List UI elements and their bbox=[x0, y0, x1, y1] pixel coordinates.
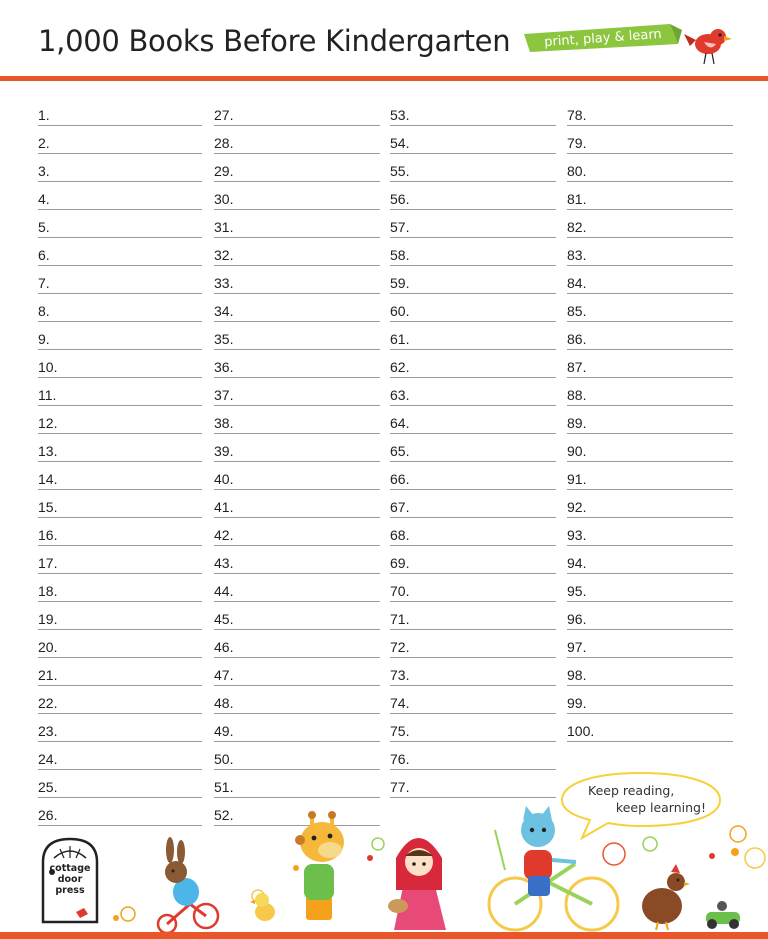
entry-number: 72. bbox=[390, 639, 410, 655]
entry-number: 79. bbox=[567, 135, 587, 151]
entry-number: 73. bbox=[390, 667, 410, 683]
entry-number: 90. bbox=[567, 443, 587, 459]
book-entry-line[interactable] bbox=[567, 546, 733, 574]
book-entry-line[interactable] bbox=[214, 602, 380, 630]
entry-number: 61. bbox=[390, 331, 410, 347]
book-entry-line[interactable] bbox=[38, 182, 202, 210]
book-entry-line[interactable] bbox=[214, 154, 380, 182]
book-entry-line[interactable] bbox=[38, 294, 202, 322]
book-entry-line[interactable] bbox=[214, 574, 380, 602]
entry-number: 70. bbox=[390, 583, 410, 599]
entry-number: 58. bbox=[390, 247, 410, 263]
book-entry-line[interactable] bbox=[38, 518, 202, 546]
entry-number: 76. bbox=[390, 751, 410, 767]
entry-number: 28. bbox=[214, 135, 234, 151]
entry-number: 15. bbox=[38, 499, 58, 515]
book-entry-line[interactable] bbox=[390, 770, 556, 798]
entry-number: 84. bbox=[567, 275, 587, 291]
hen-icon bbox=[642, 864, 690, 930]
book-entry-line[interactable] bbox=[38, 742, 202, 770]
book-entry-line[interactable] bbox=[567, 182, 733, 210]
entry-number: 56. bbox=[390, 191, 410, 207]
book-entry-line[interactable] bbox=[214, 266, 380, 294]
book-entry-line[interactable] bbox=[567, 462, 733, 490]
entry-number: 78. bbox=[567, 107, 587, 123]
entry-number: 26. bbox=[38, 807, 58, 823]
book-entry-line[interactable] bbox=[214, 350, 380, 378]
entry-number: 93. bbox=[567, 527, 587, 543]
book-entry-line[interactable] bbox=[38, 378, 202, 406]
book-entry-line[interactable] bbox=[567, 574, 733, 602]
entry-number: 40. bbox=[214, 471, 234, 487]
book-entry-line[interactable] bbox=[390, 714, 556, 742]
bunny-on-tricycle-icon bbox=[158, 837, 218, 932]
book-entry-line[interactable] bbox=[390, 154, 556, 182]
bug-in-car-icon bbox=[706, 901, 740, 929]
speech-bubble-text bbox=[578, 782, 706, 816]
book-entry-line[interactable] bbox=[38, 154, 202, 182]
book-entry-line[interactable] bbox=[567, 434, 733, 462]
entry-number: 46. bbox=[214, 639, 234, 655]
entry-number: 77. bbox=[390, 779, 410, 795]
entry-number: 14. bbox=[38, 471, 58, 487]
entry-number: 75. bbox=[390, 723, 410, 739]
entry-number: 43. bbox=[214, 555, 234, 571]
entry-number: 97. bbox=[567, 639, 587, 655]
giraffe-icon bbox=[295, 811, 344, 920]
book-entry-line[interactable] bbox=[38, 238, 202, 266]
entry-number: 41. bbox=[214, 499, 234, 515]
book-entry-line[interactable] bbox=[38, 630, 202, 658]
entry-number: 69. bbox=[390, 555, 410, 571]
book-list-column-3 bbox=[390, 98, 556, 798]
entry-number: 31. bbox=[214, 219, 234, 235]
book-entry-line[interactable] bbox=[567, 378, 733, 406]
entry-number: 13. bbox=[38, 443, 58, 459]
bird-icon bbox=[682, 22, 732, 70]
entry-number: 49. bbox=[214, 723, 234, 739]
speech-line-1: Keep reading, bbox=[588, 783, 675, 798]
book-entry-line[interactable] bbox=[390, 574, 556, 602]
entry-number: 2. bbox=[38, 135, 50, 151]
entry-number: 62. bbox=[390, 359, 410, 375]
entry-number: 12. bbox=[38, 415, 58, 431]
entry-number: 68. bbox=[390, 527, 410, 543]
entry-number: 81. bbox=[567, 191, 587, 207]
book-entry-line[interactable] bbox=[567, 490, 733, 518]
entry-number: 100. bbox=[567, 723, 595, 739]
entry-number: 86. bbox=[567, 331, 587, 347]
book-entry-line[interactable] bbox=[390, 462, 556, 490]
entry-number: 88. bbox=[567, 387, 587, 403]
book-entry-line[interactable] bbox=[567, 406, 733, 434]
book-entry-line[interactable] bbox=[38, 602, 202, 630]
entry-number: 25. bbox=[38, 779, 58, 795]
book-entry-line[interactable] bbox=[567, 518, 733, 546]
book-entry-line[interactable] bbox=[567, 126, 733, 154]
book-entry-line[interactable] bbox=[567, 686, 733, 714]
book-entry-line[interactable] bbox=[214, 322, 380, 350]
entry-number: 24. bbox=[38, 751, 58, 767]
book-entry-line[interactable] bbox=[214, 238, 380, 266]
book-entry-line[interactable] bbox=[38, 686, 202, 714]
book-entry-line[interactable] bbox=[390, 686, 556, 714]
book-entry-line[interactable] bbox=[390, 98, 556, 126]
book-entry-line[interactable] bbox=[567, 98, 733, 126]
entry-number: 91. bbox=[567, 471, 587, 487]
entry-number: 66. bbox=[390, 471, 410, 487]
book-entry-line[interactable] bbox=[38, 714, 202, 742]
entry-number: 54. bbox=[390, 135, 410, 151]
entry-number: 7. bbox=[38, 275, 50, 291]
logo-text bbox=[44, 863, 96, 896]
book-entry-line[interactable] bbox=[567, 658, 733, 686]
book-entry-line[interactable] bbox=[567, 294, 733, 322]
entry-number: 34. bbox=[214, 303, 234, 319]
book-entry-line[interactable] bbox=[214, 518, 380, 546]
book-entry-line[interactable] bbox=[214, 686, 380, 714]
book-entry-line[interactable] bbox=[390, 490, 556, 518]
book-entry-line[interactable] bbox=[214, 770, 380, 798]
book-entry-line[interactable] bbox=[214, 742, 380, 770]
entry-number: 18. bbox=[38, 583, 58, 599]
entry-number: 64. bbox=[390, 415, 410, 431]
book-entry-line[interactable] bbox=[390, 742, 556, 770]
book-entry-line[interactable] bbox=[390, 294, 556, 322]
book-entry-line[interactable] bbox=[214, 714, 380, 742]
entry-number: 94. bbox=[567, 555, 587, 571]
entry-number: 80. bbox=[567, 163, 587, 179]
entry-number: 35. bbox=[214, 331, 234, 347]
entry-number: 21. bbox=[38, 667, 58, 683]
entry-number: 55. bbox=[390, 163, 410, 179]
book-entry-line[interactable] bbox=[38, 350, 202, 378]
book-entry-line[interactable] bbox=[567, 210, 733, 238]
tagline-text: print, play & learn bbox=[543, 26, 663, 51]
logo-line-2: door bbox=[57, 874, 83, 885]
entry-number: 37. bbox=[214, 387, 234, 403]
book-entry-line[interactable] bbox=[38, 574, 202, 602]
book-entry-line[interactable] bbox=[214, 98, 380, 126]
entry-number: 52. bbox=[214, 807, 234, 823]
entry-number: 6. bbox=[38, 247, 50, 263]
book-entry-line[interactable] bbox=[390, 406, 556, 434]
book-entry-line[interactable] bbox=[567, 602, 733, 630]
entry-number: 8. bbox=[38, 303, 50, 319]
header-divider bbox=[0, 76, 768, 81]
entry-number: 82. bbox=[567, 219, 587, 235]
entry-number: 50. bbox=[214, 751, 234, 767]
entry-number: 48. bbox=[214, 695, 234, 711]
book-entry-line[interactable] bbox=[38, 658, 202, 686]
entry-number: 60. bbox=[390, 303, 410, 319]
book-entry-line[interactable] bbox=[214, 126, 380, 154]
entry-number: 89. bbox=[567, 415, 587, 431]
entry-number: 9. bbox=[38, 331, 50, 347]
book-entry-line[interactable] bbox=[214, 490, 380, 518]
book-entry-line[interactable] bbox=[38, 434, 202, 462]
book-entry-line[interactable] bbox=[38, 266, 202, 294]
book-entry-line[interactable] bbox=[38, 406, 202, 434]
book-entry-line[interactable] bbox=[214, 462, 380, 490]
book-entry-line[interactable] bbox=[390, 658, 556, 686]
entry-number: 19. bbox=[38, 611, 58, 627]
entry-number: 83. bbox=[567, 247, 587, 263]
book-entry-line[interactable] bbox=[567, 630, 733, 658]
entry-number: 39. bbox=[214, 443, 234, 459]
book-entry-line[interactable] bbox=[214, 406, 380, 434]
red-riding-hood-icon bbox=[388, 838, 446, 930]
book-entry-line[interactable] bbox=[214, 182, 380, 210]
book-entry-line[interactable] bbox=[567, 322, 733, 350]
entry-number: 85. bbox=[567, 303, 587, 319]
entry-number: 16. bbox=[38, 527, 58, 543]
book-entry-line[interactable] bbox=[390, 546, 556, 574]
book-entry-line[interactable] bbox=[390, 266, 556, 294]
entry-number: 67. bbox=[390, 499, 410, 515]
entry-number: 23. bbox=[38, 723, 58, 739]
entry-number: 51. bbox=[214, 779, 234, 795]
book-entry-line[interactable] bbox=[38, 770, 202, 798]
entry-number: 29. bbox=[214, 163, 234, 179]
book-entry-line[interactable] bbox=[214, 658, 380, 686]
book-entry-line[interactable] bbox=[38, 546, 202, 574]
book-entry-line[interactable] bbox=[214, 294, 380, 322]
book-entry-line[interactable] bbox=[390, 182, 556, 210]
entry-number: 32. bbox=[214, 247, 234, 263]
logo-line-1: cottage bbox=[49, 863, 91, 874]
book-entry-line[interactable] bbox=[390, 126, 556, 154]
entry-number: 95. bbox=[567, 583, 587, 599]
entry-number: 17. bbox=[38, 555, 58, 571]
footer-divider bbox=[0, 932, 768, 939]
book-entry-line[interactable] bbox=[214, 630, 380, 658]
book-entry-line[interactable] bbox=[390, 238, 556, 266]
entry-number: 92. bbox=[567, 499, 587, 515]
entry-number: 3. bbox=[38, 163, 50, 179]
page-title: 1,000 Books Before Kindergarten bbox=[38, 24, 511, 58]
entry-number: 87. bbox=[567, 359, 587, 375]
entry-number: 38. bbox=[214, 415, 234, 431]
entry-number: 4. bbox=[38, 191, 50, 207]
book-entry-line[interactable] bbox=[390, 602, 556, 630]
entry-number: 27. bbox=[214, 107, 234, 123]
entry-number: 63. bbox=[390, 387, 410, 403]
entry-number: 59. bbox=[390, 275, 410, 291]
book-entry-line[interactable] bbox=[390, 518, 556, 546]
entry-number: 42. bbox=[214, 527, 234, 543]
book-entry-line[interactable] bbox=[38, 462, 202, 490]
entry-number: 74. bbox=[390, 695, 410, 711]
book-entry-line[interactable] bbox=[567, 714, 733, 742]
book-entry-line[interactable] bbox=[214, 546, 380, 574]
book-entry-line[interactable] bbox=[567, 238, 733, 266]
chick-icon bbox=[250, 893, 275, 921]
book-list-column-1 bbox=[38, 98, 202, 826]
book-entry-line[interactable] bbox=[38, 210, 202, 238]
entry-number: 20. bbox=[38, 639, 58, 655]
book-entry-line[interactable] bbox=[390, 350, 556, 378]
book-entry-line[interactable] bbox=[390, 434, 556, 462]
entry-number: 45. bbox=[214, 611, 234, 627]
book-list-column-2 bbox=[214, 98, 380, 826]
entry-number: 10. bbox=[38, 359, 58, 375]
entry-number: 53. bbox=[390, 107, 410, 123]
entry-number: 30. bbox=[214, 191, 234, 207]
entry-number: 33. bbox=[214, 275, 234, 291]
entry-number: 44. bbox=[214, 583, 234, 599]
book-entry-line[interactable] bbox=[214, 210, 380, 238]
book-entry-line[interactable] bbox=[390, 630, 556, 658]
entry-number: 1. bbox=[38, 107, 50, 123]
entry-number: 98. bbox=[567, 667, 587, 683]
book-entry-line[interactable] bbox=[38, 322, 202, 350]
book-list-column-4 bbox=[567, 98, 733, 742]
entry-number: 47. bbox=[214, 667, 234, 683]
book-entry-line[interactable] bbox=[567, 154, 733, 182]
book-entry-line[interactable] bbox=[214, 434, 380, 462]
entry-number: 36. bbox=[214, 359, 234, 375]
book-entry-line[interactable] bbox=[38, 126, 202, 154]
entry-number: 99. bbox=[567, 695, 587, 711]
entry-number: 65. bbox=[390, 443, 410, 459]
book-entry-line[interactable] bbox=[567, 350, 733, 378]
entry-number: 57. bbox=[390, 219, 410, 235]
entry-number: 22. bbox=[38, 695, 58, 711]
entry-number: 5. bbox=[38, 219, 50, 235]
logo-line-3: press bbox=[55, 885, 85, 896]
book-entry-line[interactable] bbox=[214, 378, 380, 406]
book-entry-line[interactable] bbox=[390, 378, 556, 406]
speech-line-2: keep learning! bbox=[615, 800, 706, 815]
book-entry-line[interactable] bbox=[390, 210, 556, 238]
book-entry-line[interactable] bbox=[567, 266, 733, 294]
entry-number: 71. bbox=[390, 611, 410, 627]
entry-number: 96. bbox=[567, 611, 587, 627]
entry-number: 11. bbox=[38, 387, 57, 403]
book-entry-line[interactable] bbox=[38, 98, 202, 126]
book-entry-line[interactable] bbox=[38, 490, 202, 518]
book-entry-line[interactable] bbox=[390, 322, 556, 350]
